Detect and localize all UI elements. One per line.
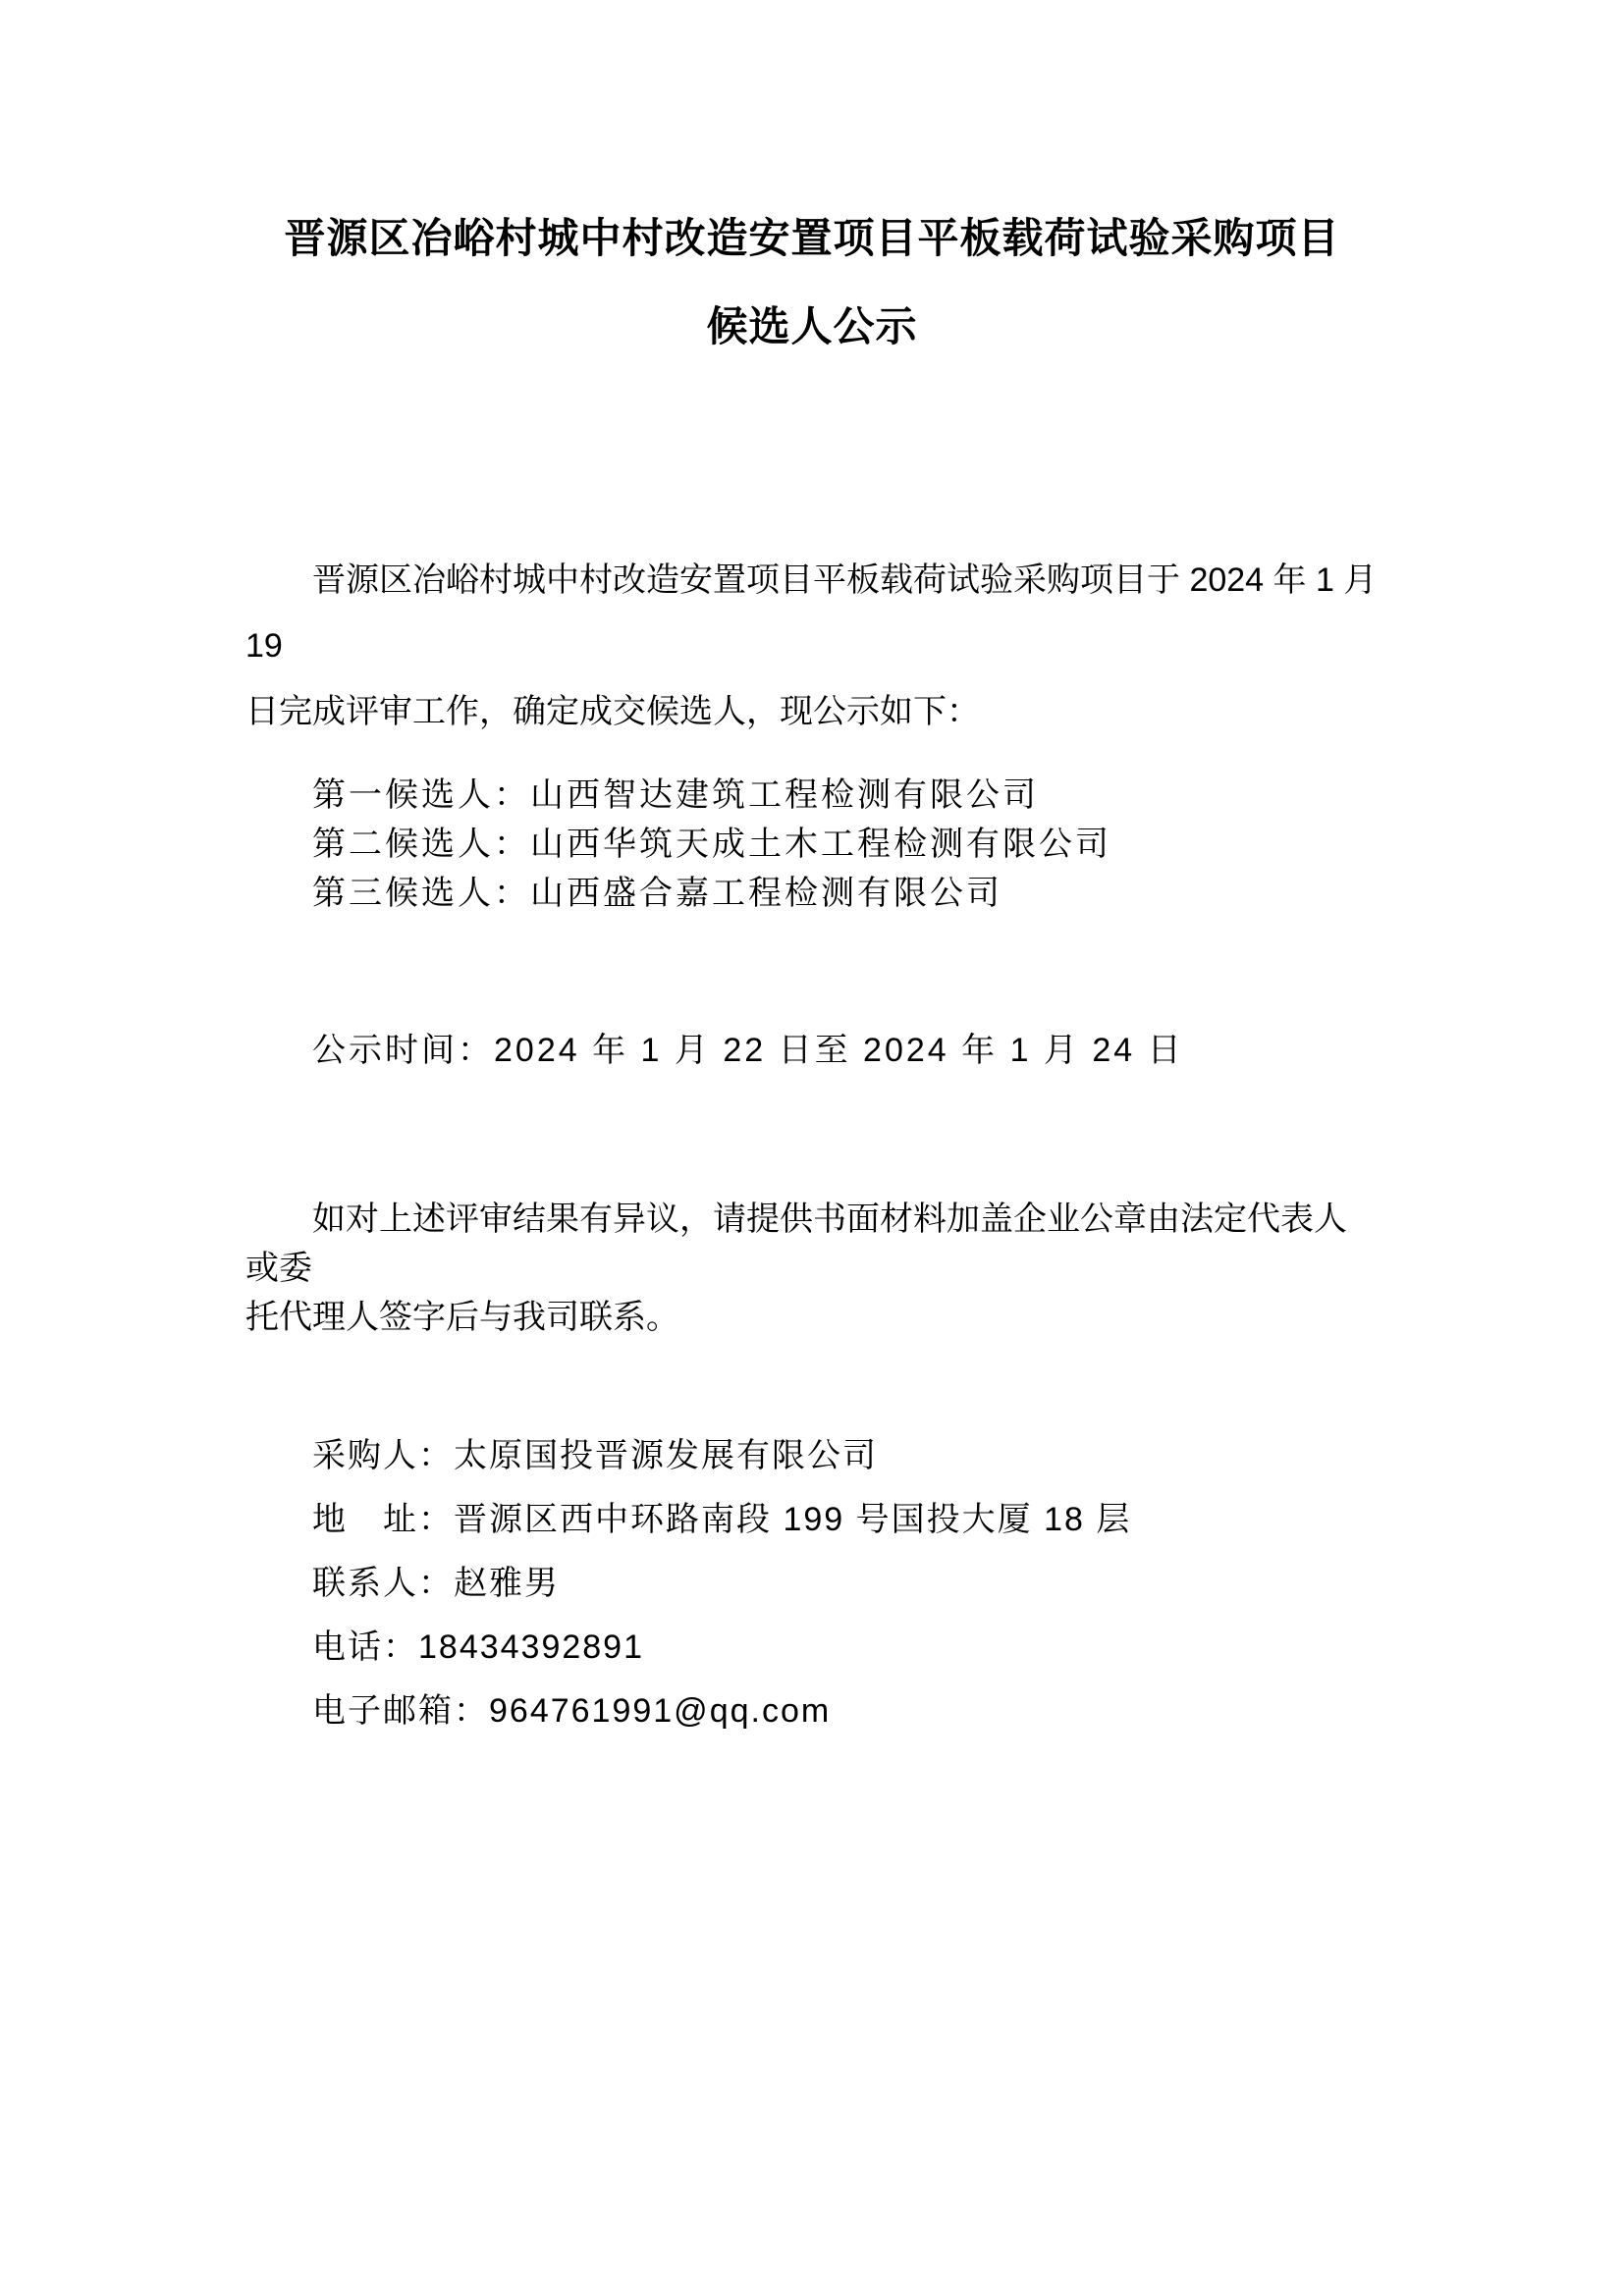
publicity-period: 公示时间：2024 年 1 月 22 日至 2024 年 1 月 24 日	[312, 1032, 1184, 1069]
objection-paragraph	[245, 1195, 1379, 1342]
purchaser-line: 采购人：太原国投晋源发展有限公司	[312, 1437, 878, 1474]
candidate-list	[245, 771, 1379, 918]
intro-paragraph	[245, 548, 1379, 745]
candidate-first: 第一候选人：山西智达建筑工程检测有限公司	[312, 776, 1039, 814]
contact-person-line: 联系人：赵雅男	[312, 1565, 560, 1602]
candidate-third: 第三候选人：山西盛合嘉工程检测有限公司	[312, 875, 1002, 912]
intro-line-1: 晋源区冶峪村城中村改造安置项目平板载荷试验采购项目于 2024 年 1 月 19	[245, 561, 1378, 665]
document-title-line1: 晋源区冶峪村城中村改造安置项目平板载荷试验采购项目	[284, 215, 1340, 261]
intro-line-2: 日完成评审工作，确定成交候选人，现公示如下：	[245, 693, 980, 730]
email-line: 电子邮箱：964761991@qq.com	[312, 1692, 832, 1730]
contact-info	[245, 1424, 1379, 1743]
address-line: 地 址：晋源区西中环路南段 199 号国投大厦 18 层	[312, 1501, 1132, 1538]
objection-line-1: 如对上述评审结果有异议，请提供书面材料加盖企业公章由法定代表人或委	[245, 1201, 1347, 1287]
phone-line: 电话：18434392891	[312, 1629, 645, 1666]
document-title-line2: 候选人公示	[706, 303, 918, 349]
candidate-second: 第二候选人：山西华筑天成土木工程检测有限公司	[312, 826, 1111, 863]
objection-line-2: 托代理人签字后与我司联系。	[245, 1299, 679, 1336]
